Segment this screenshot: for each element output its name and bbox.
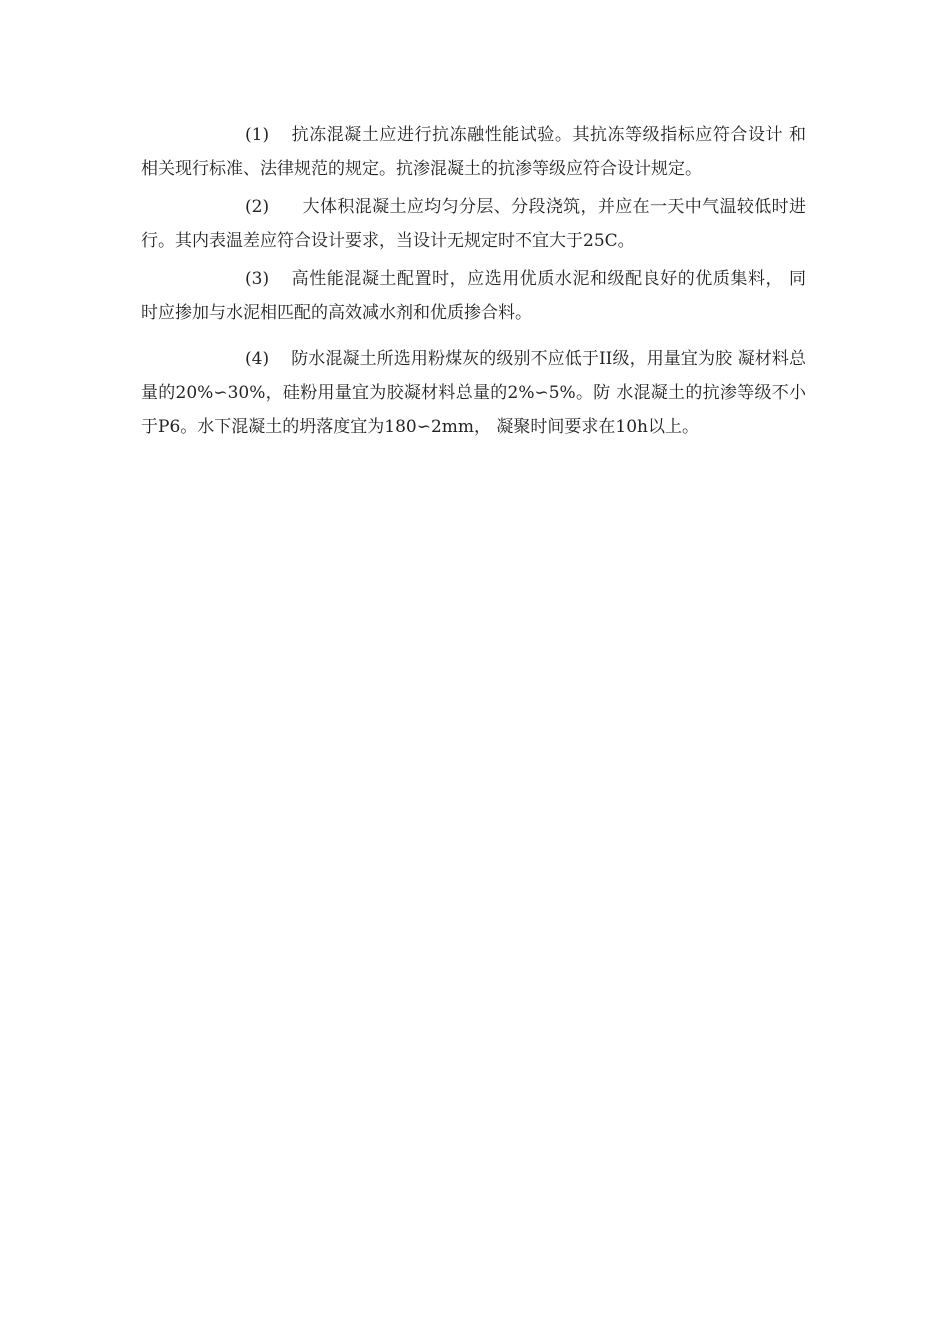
- document-body: [141, 118, 806, 448]
- paragraph-text: 防水混凝土所选用粉煤灰的级别不应低于II级，用量宜为胶 凝材料总量的20%∽30%，硅粉用量宜为胶凝材料总量的2%∽5%。防 水混凝土的抗渗等级不小于P6。水下混凝土的坍落度宜为180∽2mm， 凝聚时间要求在10h以上。: [141, 349, 806, 437]
- paragraph-1: [141, 118, 806, 186]
- paragraph-text: 抗冻混凝土应进行抗冻融性能试验。其抗冻等级指标应符合设计 和相关现行标准、法律规范的规定。抗渗混凝土的抗渗等级应符合设计规定。: [141, 125, 806, 179]
- paragraph-3: [141, 262, 806, 330]
- paragraph-number: (3): [245, 269, 270, 289]
- paragraph-number: (1): [245, 125, 270, 145]
- paragraph-number: (4): [245, 349, 270, 369]
- paragraph-text: 大体积混凝土应均匀分层、分段浇筑，并应在一天中气温较低时进行。其内表温差应符合设计要求，当设计无规定时不宜大于25C。: [141, 197, 806, 251]
- paragraph-2: [141, 190, 806, 258]
- paragraph-number: (2): [245, 197, 270, 217]
- paragraph-4: [141, 342, 806, 444]
- paragraph-text: 高性能混凝土配置时，应选用优质水泥和级配良好的优质集料， 同时应掺加与水泥相匹配的高效减水剂和优质掺合料。: [141, 269, 806, 323]
